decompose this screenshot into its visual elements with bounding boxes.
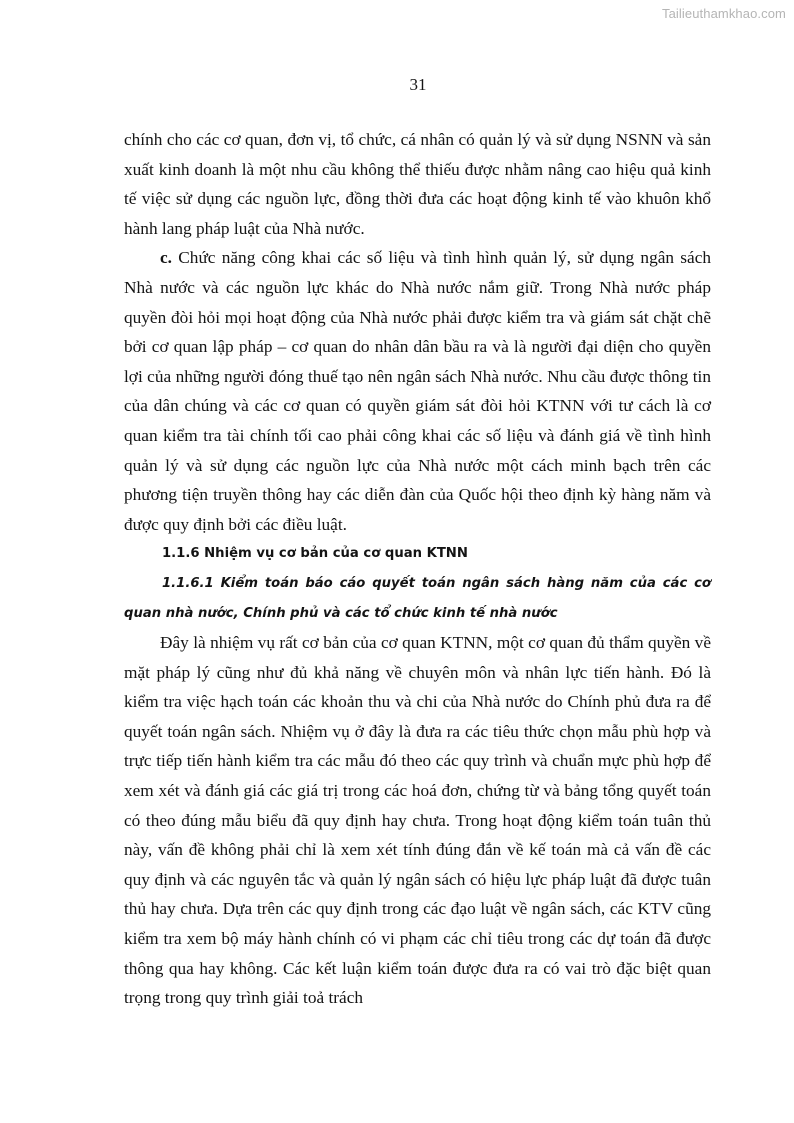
watermark: Tailieuthamkhao.com — [661, 6, 786, 21]
paragraph-2-text: Chức năng công khai các số liệu và tình hình quản lý, sử dụng ngân sách Nhà nước và các nguồn lực khác do Nhà nước nắm giữ. Trong Nhà nước pháp quyền đòi hỏi mọi hoạt động của Nhà nước phải được kiểm tra và giám sát chặt chẽ bởi cơ quan lập pháp – cơ quan do nhân dân bầu ra và là người đại diện cho quyền lợi của những người đóng thuế tạo nên ngân sách Nhà nước. Nhu cầu được thông tin của dân chúng và các cơ quan có quyền giám sát đòi hỏi KTNN với tư cách là cơ quan kiểm tra tài chính tối cao phải công khai các số liệu và đánh giá về tình hình quản lý và sử dụng các nguồn lực của Nhà nước một cách minh bạch trên các phương tiện truyền thông hay các diễn đàn của Quốc hội theo định kỳ hàng năm và được quy định bởi các điều luật. — [124, 248, 711, 534]
section-heading: 1.1.6 Nhiệm vụ cơ bản của cơ quan KTNN — [162, 546, 468, 562]
paragraph-1: chính cho các cơ quan, đơn vị, tổ chức, cá nhân có quản lý và sử dụng NSNN và sản xuất kinh doanh là một nhu cầu không thể thiếu được nhằm nâng cao hiệu quả kinh tế việc sử dụng các nguồn lực, đồng thời đưa các hoạt động kinh tế vào khuôn khổ hành lang pháp luật của Nhà nước. — [124, 130, 711, 238]
paragraph-2 — [124, 243, 711, 539]
paragraph-3: Đây là nhiệm vụ rất cơ bản của cơ quan KTNN, một cơ quan đủ thẩm quyền về mặt pháp lý cũng như đủ khả năng về chuyên môn và nhân lực tiến hành. Đó là kiểm tra việc hạch toán các khoản thu và chi của Nhà nước do Chính phủ đưa ra để quyết toán ngân sách. Nhiệm vụ ở đây là đưa ra các tiêu thức chọn mẫu phù hợp và trực tiếp tiến hành kiểm tra các mẫu đó theo các quy trình và chuẩn mực phù hợp để xem xét và đánh giá các giá trị trong các hoá đơn, chứng từ và bảng tổng quyết toán có theo đúng mẫu biểu đã quy định hay chưa. Trong hoạt động kiểm toán tuân thủ này, vấn đề không phải chỉ là xem xét tính đúng đắn về kế toán mà cả vấn đề các quy định và các nguyên tắc và quản lý ngân sách có hiệu lực pháp luật đã được tuân thủ hay chưa. Dựa trên các quy định trong các đạo luật về ngân sách, các KTV cũng kiểm tra xem bộ máy hành chính có vi phạm các chỉ tiêu trong các dự toán đã được thông qua hay không. Các kết luận kiểm toán được đưa ra có vai trò đặc biệt quan trọng trong quy trình giải toả trách — [124, 633, 711, 1008]
subsection-heading: 1.1.6.1 Kiểm toán báo cáo quyết toán ngân sách hàng năm của các cơ quan nhà nước, Chính phủ và các tổ chức kinh tế nhà nước — [124, 575, 711, 621]
page-number: 31 — [409, 75, 427, 94]
page-body — [124, 125, 711, 1013]
paragraph-2-marker: c. — [160, 248, 172, 268]
